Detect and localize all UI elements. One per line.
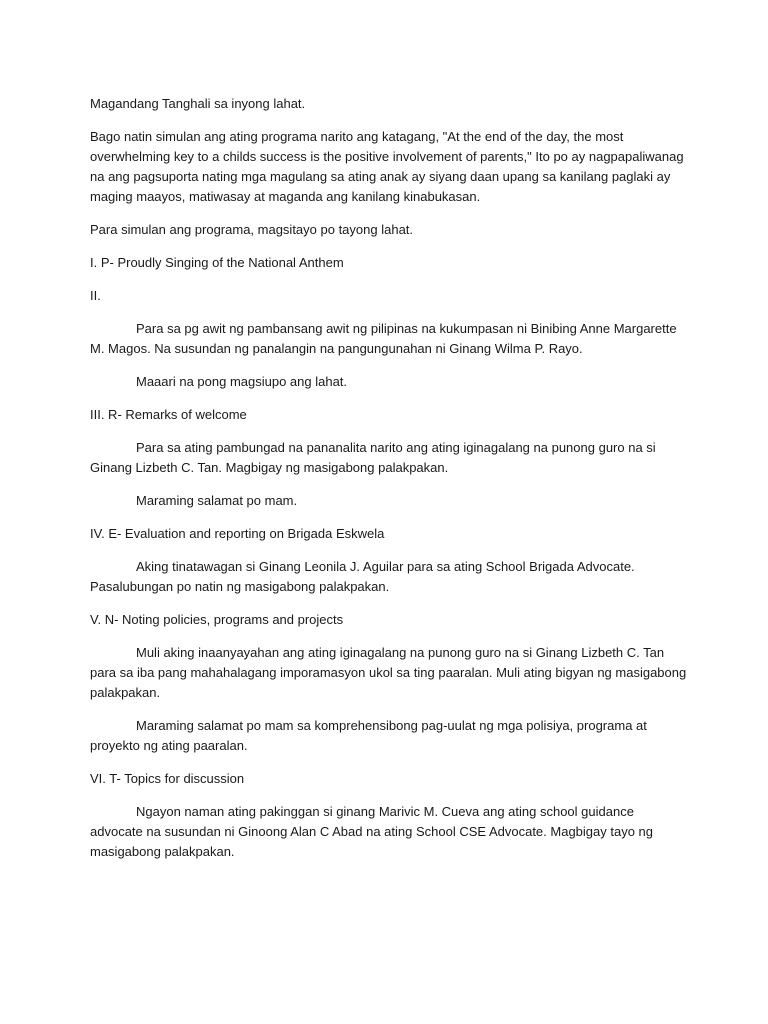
sit-down-text: Maaari na pong magsiupo ang lahat.: [136, 374, 348, 389]
section-6-heading: VI. T- Topics for discussion: [90, 771, 245, 786]
section-2-heading: II.: [90, 288, 101, 303]
section-4-heading: IV. E- Evaluation and reporting on Brigada Eskwela: [90, 526, 385, 541]
brigada-paragraph: Aking tinatawagan si Ginang Leonila J. Aguilar para sa ating School Brigada Advocate. Pasalubungan po natin ng masigabong palakpakan.: [90, 559, 635, 594]
thanks-text-1: Maraming salamat po mam.: [136, 493, 298, 508]
section-3-heading: III. R- Remarks of welcome: [90, 407, 247, 422]
welcome-paragraph: Para sa ating pambungad na pananalita narito ang ating iginagalang na punong guro na si Ginang Lizbeth C. Tan. Magbigay ng masigabong palakpakan.: [90, 440, 656, 475]
topics-paragraph: Ngayon naman ating pakinggan si ginang Marivic M. Cueva ang ating school guidance advocate na susundan ni Ginoong Alan C Abad na ating School CSE Advocate. Magbigay tayo ng masigabong palakpakan.: [90, 804, 654, 859]
policies-paragraph: Muli aking inaanyayahan ang ating iginagalang na punong guro na si Ginang Lizbeth C. Tan para sa iba pang mahahalagang imporamasyon ukol sa ting paaralan. Muli ating bigyan ng masigabong palakpakan.: [90, 645, 687, 700]
intro-paragraph: Bago natin simulan ang ating programa narito ang katagang, "At the end of the day, the most overwhelming key to a childs success is the positive involvement of parents," Ito po ay nagpapaliwanag na ang pagsuporta nating mga magulang sa ating anak ay siyang daan upang sa kanilang paglaki ay maging maayos, matiwasay at maganda ang kanilang kinabukasan.: [90, 129, 684, 204]
start-program-text: Para simulan ang programa, magsitayo po tayong lahat.: [90, 222, 414, 237]
section-1-heading: I. P- Proudly Singing of the National Anthem: [90, 255, 344, 270]
section-5-heading: V. N- Noting policies, programs and projects: [90, 612, 344, 627]
anthem-paragraph: Para sa pg awit ng pambansang awit ng pilipinas na kukumpasan ni Binibing Anne Margarette M. Magos. Na susundan ng panalangin na pangungunahan ni Ginang Wilma P. Rayo.: [90, 321, 677, 356]
greeting-text: Magandang Tanghali sa inyong lahat.: [90, 96, 306, 111]
thanks-text-2: Maraming salamat po mam sa komprehensibong pag-uulat ng mga polisiya, programa at proyekto ng ating paaralan.: [90, 718, 647, 753]
